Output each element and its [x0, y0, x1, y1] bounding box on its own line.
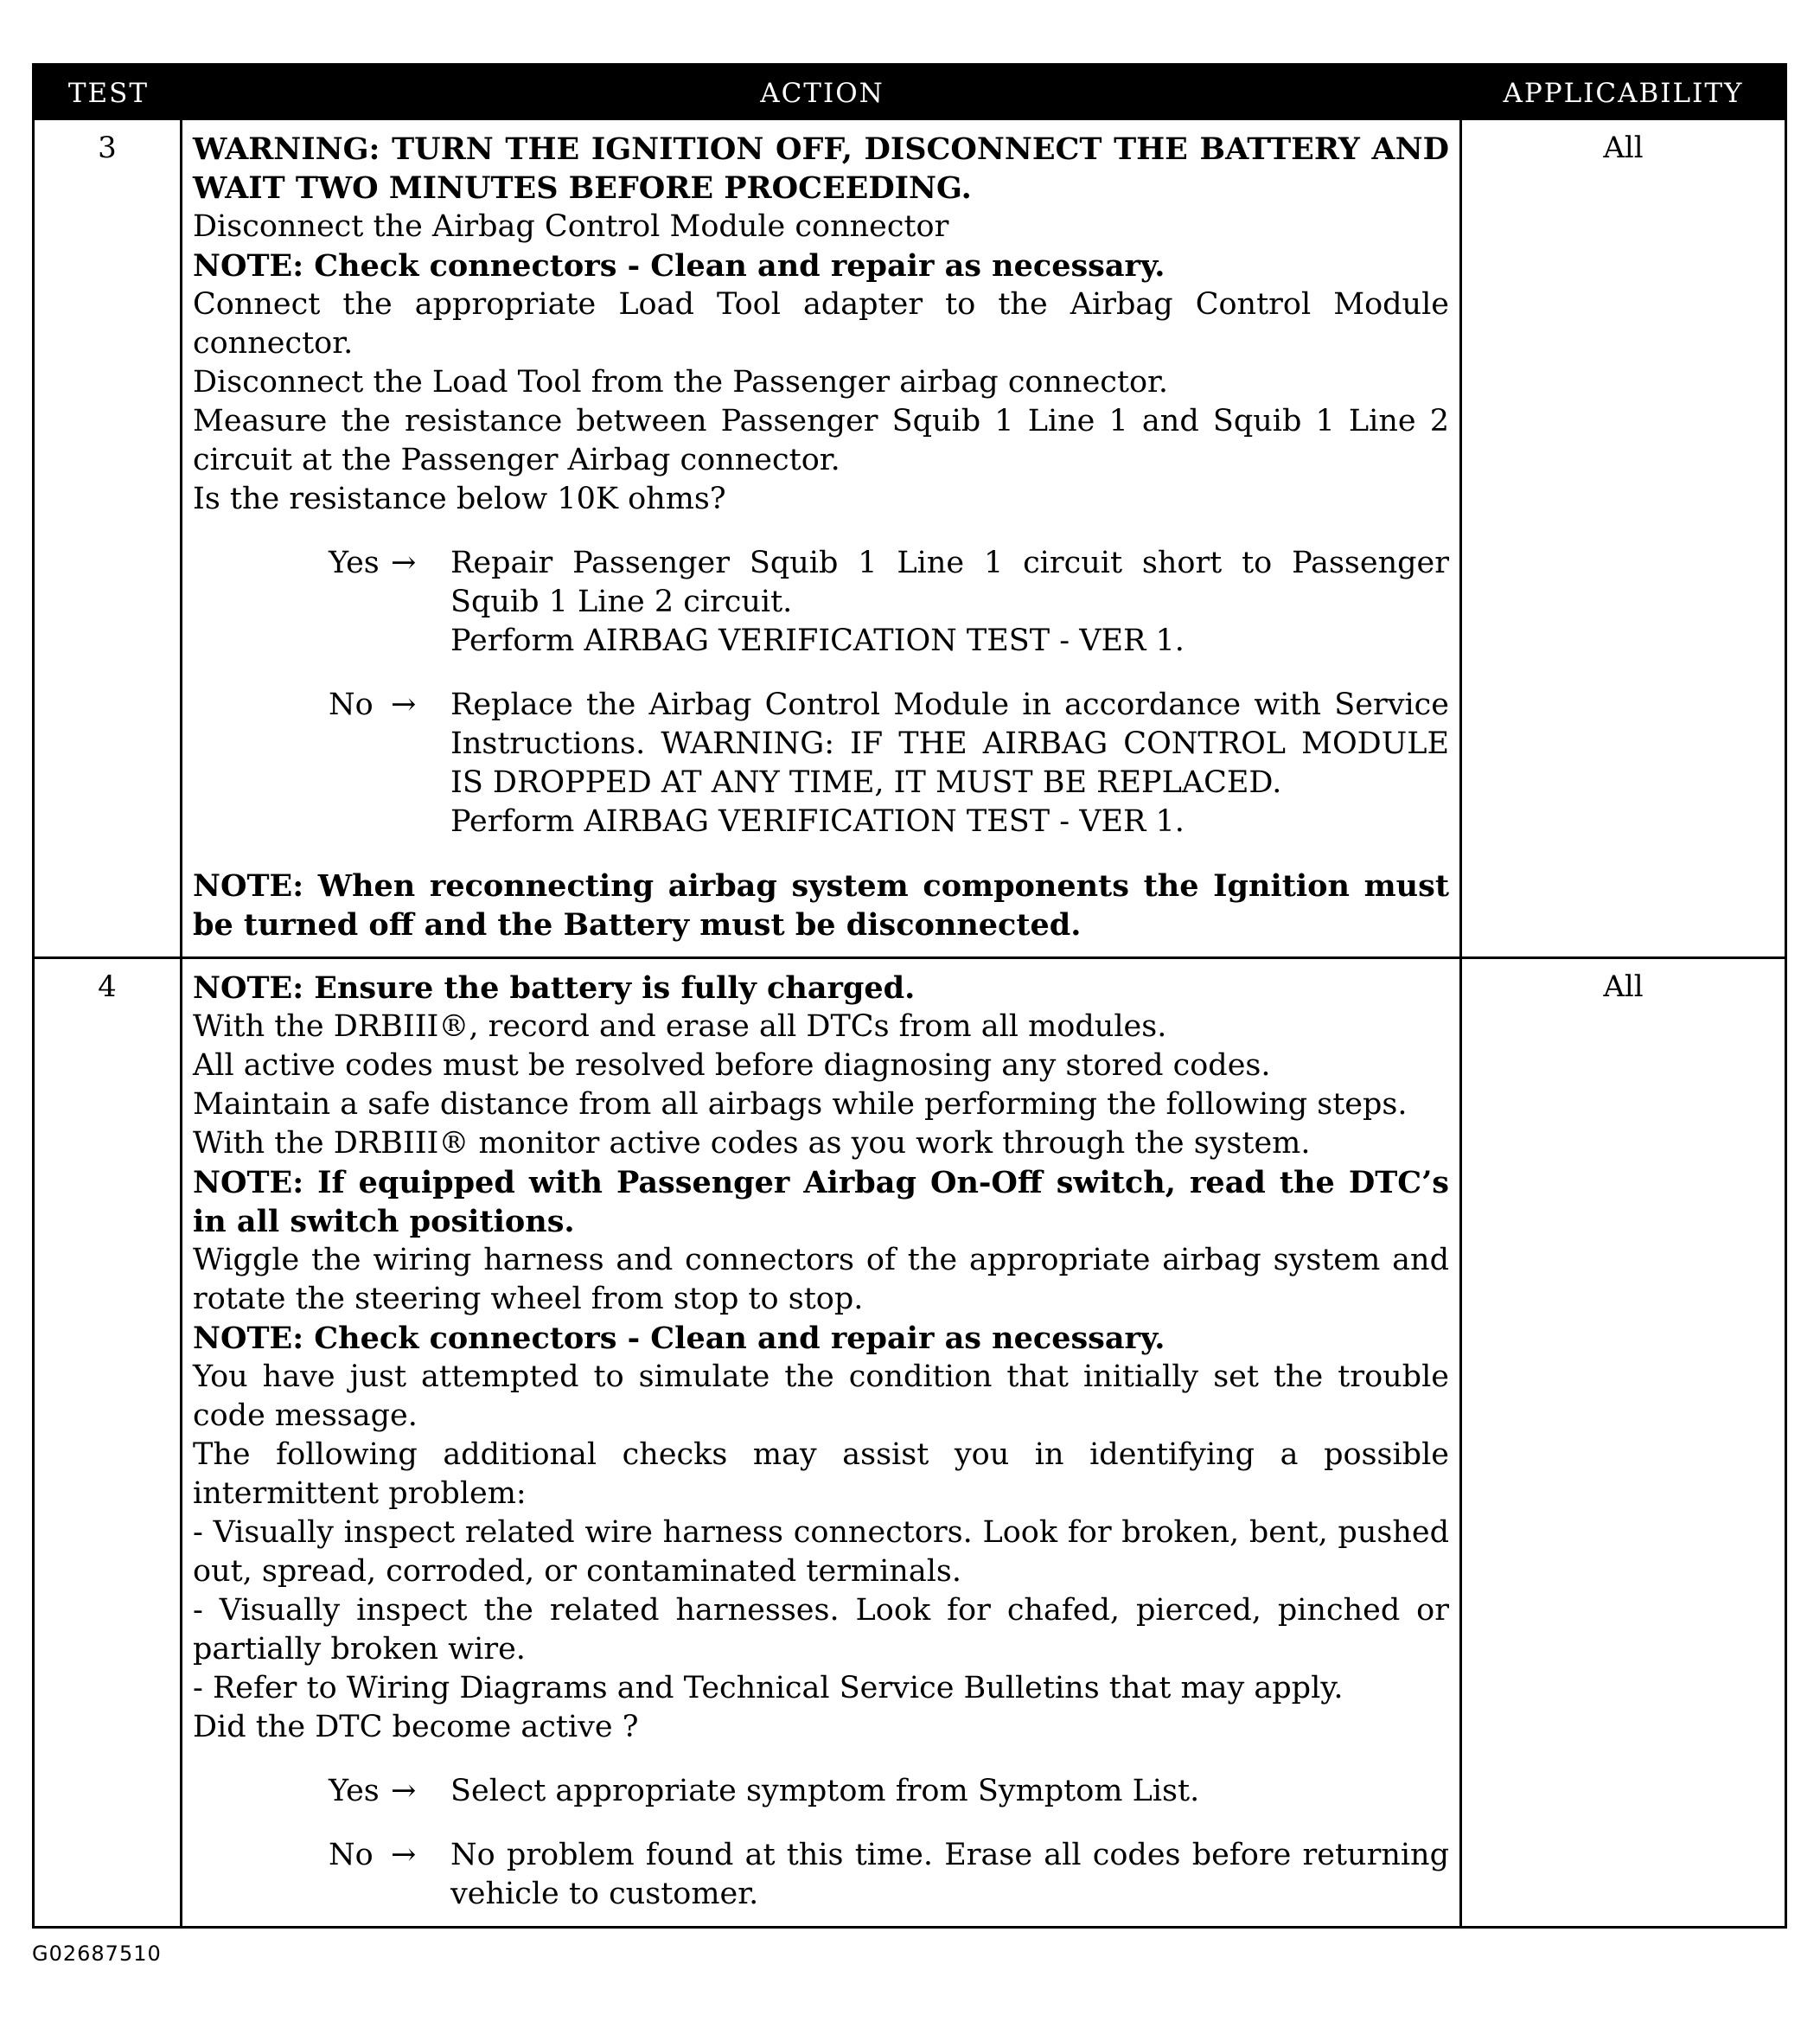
action-step: Measure the resistance between Passenger Squib 1 Line 1 and Squib 1 Line 2 circuit at the Passenger Airbag connector. — [193, 404, 1449, 477]
note-text: NOTE: If equipped with Passenger Airbag On-Off switch, read the DTC’s in all switch positions. — [193, 1165, 1449, 1239]
arrow-icon: → — [391, 546, 417, 580]
warning-text: WARNING: TURN THE IGNITION OFF, DISCONNECT THE BATTERY AND WAIT TWO MINUTES BEFORE PROCEEDING. — [193, 131, 1449, 206]
diagnostic-test-table — [32, 63, 1787, 1929]
note-text: NOTE: Check connectors - Clean and repair as necessary. — [193, 1321, 1165, 1356]
action-cell — [182, 120, 1462, 956]
no-label: No — [329, 1838, 374, 1872]
no-branch — [329, 1836, 1449, 1914]
test-number: 4 — [35, 959, 182, 1926]
table-row — [35, 956, 1785, 1926]
action-cell — [182, 959, 1462, 1926]
check-item: - Visually inspect related wire harness connectors. Look for broken, bent, pushed out, spread, corroded, or contaminated terminals. — [193, 1515, 1449, 1589]
action-step: Disconnect the Load Tool from the Passenger airbag connector. — [193, 365, 1169, 400]
table-header — [35, 66, 1785, 120]
table-row — [35, 120, 1785, 956]
no-result: Replace the Airbag Control Module in accordance with Service Instructions. WARNING: IF THE AIRBAG CONTROL MODULE IS DROPPED AT ANY TIME, IT MUST BE REPLACED. Perform AIRBAG VERIFICATION TEST - VER 1. — [450, 688, 1449, 839]
no-branch — [329, 686, 1449, 841]
no-label: No — [329, 688, 374, 722]
question-text: Is the resistance below 10K ohms? — [193, 482, 726, 516]
header-applicability: APPLICABILITY — [1503, 77, 1744, 109]
final-note: NOTE: When reconnecting airbag system components the Ignition must be turned off and the Battery must be disconnected. — [193, 868, 1449, 943]
figure-code: G02687510 — [32, 1942, 162, 1966]
yes-result: Repair Passenger Squib 1 Line 1 circuit short to Passenger Squib 1 Line 2 circuit. Perform AIRBAG VERIFICATION TEST - VER 1. — [450, 546, 1449, 658]
action-step: With the DRBIII® monitor active codes as you work through the system. — [193, 1126, 1311, 1161]
header-test: TEST — [67, 77, 150, 109]
check-item: - Visually inspect the related harnesses. Look for chafed, pierced, pinched or partially broken wire. — [193, 1593, 1449, 1667]
action-step: Disconnect the Airbag Control Module connector — [193, 209, 949, 244]
yes-branch — [329, 1772, 1449, 1811]
action-step: Connect the appropriate Load Tool adapter to the Airbag Control Module connector. — [193, 287, 1449, 361]
note-text: NOTE: Check connectors - Clean and repair as necessary. — [193, 248, 1165, 284]
action-step: With the DRBIII®, record and erase all DTCs from all modules. — [193, 1009, 1167, 1044]
header-action: ACTION — [760, 77, 884, 109]
action-step: You have just attempted to simulate the condition that initially set the trouble code message. — [193, 1359, 1449, 1433]
test-number: 3 — [35, 120, 182, 956]
applicability-cell: All — [1603, 969, 1644, 1004]
yes-label: Yes — [329, 1774, 380, 1808]
applicability-cell: All — [1603, 131, 1644, 165]
note-text: NOTE: Ensure the battery is fully charged. — [193, 970, 916, 1006]
no-result: No problem found at this time. Erase all codes before returning vehicle to customer. — [450, 1838, 1449, 1911]
action-step: Wiggle the wiring harness and connectors of the appropriate airbag system and rotate the steering wheel from stop to stop. — [193, 1243, 1449, 1316]
action-step: The following additional checks may assist you in identifying a possible intermittent problem: — [193, 1437, 1449, 1511]
arrow-icon: → — [391, 1774, 417, 1808]
action-step: Maintain a safe distance from all airbags while performing the following steps. — [193, 1087, 1408, 1122]
yes-branch — [329, 544, 1449, 661]
action-step: All active codes must be resolved before diagnosing any stored codes. — [193, 1048, 1271, 1083]
yes-label: Yes — [329, 546, 380, 580]
check-item: - Refer to Wiring Diagrams and Technical Service Bulletins that may apply. — [193, 1671, 1344, 1705]
arrow-icon: → — [391, 1838, 417, 1872]
question-text: Did the DTC become active ? — [193, 1710, 639, 1744]
arrow-icon: → — [391, 688, 417, 722]
yes-result: Select appropriate symptom from Symptom List. — [450, 1774, 1200, 1808]
